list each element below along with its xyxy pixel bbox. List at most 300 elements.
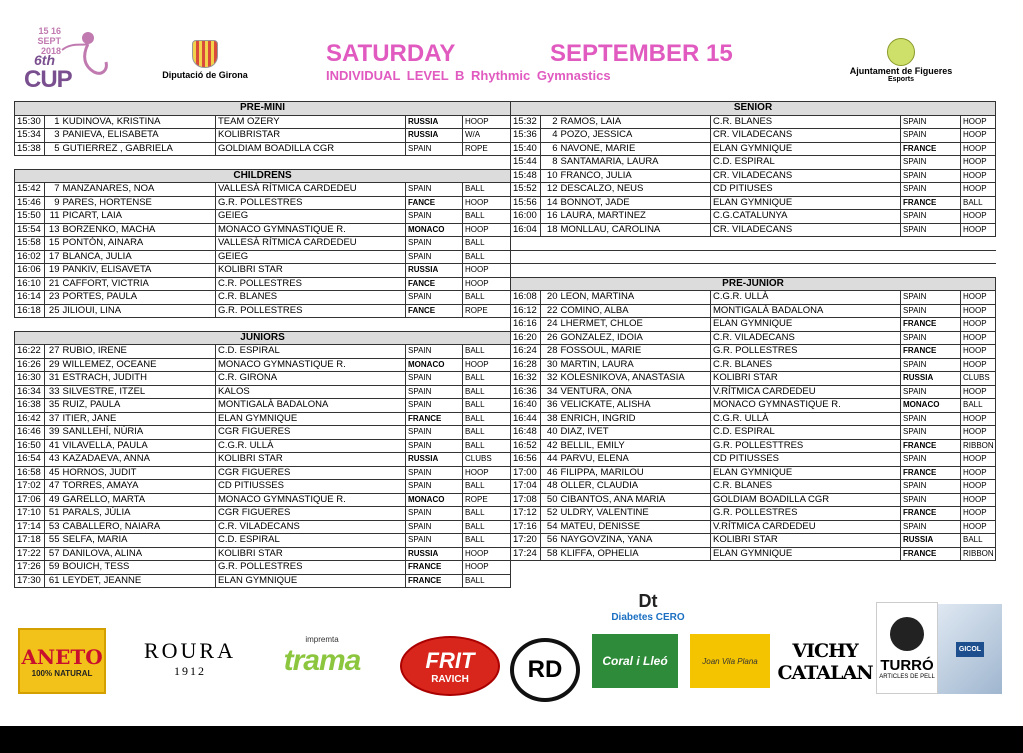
start-time: 16:20 xyxy=(511,331,541,345)
schedule-row xyxy=(15,129,511,143)
apparatus: ROPE xyxy=(463,142,511,156)
section-title: PRE-MINI xyxy=(15,102,511,116)
schedule-row xyxy=(511,129,996,143)
apparatus: HOOP xyxy=(961,385,996,399)
schedule-row xyxy=(15,115,511,129)
gymnast-name: FOSSOUL, MARIE xyxy=(559,345,711,359)
gymnast-name: SANLLEHÍ, NÚRIA xyxy=(61,426,216,440)
apparatus: BALL xyxy=(463,480,511,494)
gymnast-name: RUIZ, PAULA xyxy=(61,399,216,413)
start-time: 17:16 xyxy=(511,520,541,534)
start-time: 17:12 xyxy=(511,507,541,521)
club-name: GEIEG xyxy=(216,210,406,224)
start-time: 16:30 xyxy=(15,372,45,386)
gymnast-number: 11 xyxy=(45,210,61,224)
country: SPAIN xyxy=(901,304,961,318)
gymnast-name: TORRES, AMAYA xyxy=(61,480,216,494)
club-name: C.G.CATALUNYA xyxy=(711,210,901,224)
club-name: VALLESÀ RÍTMICA CARDEDEU xyxy=(216,183,406,197)
cup-logo-word: CUP xyxy=(24,66,72,93)
gymnast-name: SILVESTRE, ITZEL xyxy=(61,385,216,399)
country: SPAIN xyxy=(406,372,463,386)
club-name: V.RÍTMICA CARDEDEU xyxy=(711,520,901,534)
gymnast-name: NAVONE, MARIE xyxy=(559,142,711,156)
gymnast-name: LEON, MARTINA xyxy=(559,291,711,305)
country: FRANCE xyxy=(406,574,463,588)
gymnast-number: 24 xyxy=(541,318,559,332)
country: FRANCE xyxy=(901,547,961,561)
club-name: C.G.R. ULLÀ xyxy=(711,412,901,426)
schedule-row xyxy=(511,493,996,507)
gymnast-number: 23 xyxy=(45,291,61,305)
gymnast-name: ULDRY, VALENTINE xyxy=(559,507,711,521)
spacer-cell xyxy=(511,237,996,251)
schedule-row xyxy=(511,547,996,561)
start-time: 16:56 xyxy=(511,453,541,467)
apparatus: BALL xyxy=(961,196,996,210)
country: SPAIN xyxy=(901,412,961,426)
gymnast-number: 51 xyxy=(45,507,61,521)
gymnast-number: 35 xyxy=(45,399,61,413)
gymnast-number: 30 xyxy=(541,358,559,372)
club-name: KOLIBRISTAR xyxy=(216,129,406,143)
gicol-name: GICOL xyxy=(956,642,984,657)
start-time: 16:06 xyxy=(15,264,45,278)
apparatus: HOOP xyxy=(463,547,511,561)
start-time: 16:24 xyxy=(511,345,541,359)
schedule-row xyxy=(15,412,511,426)
apparatus: BALL xyxy=(463,439,511,453)
schedule-row xyxy=(15,561,511,575)
joan-vila-plana-logo: Joan Vila Plana xyxy=(690,634,770,688)
apparatus: HOOP xyxy=(961,142,996,156)
country: FRANCE xyxy=(406,412,463,426)
schedule-row xyxy=(15,345,511,359)
country: MONACO xyxy=(406,493,463,507)
section-header-row xyxy=(15,331,511,345)
gymnast-number: 27 xyxy=(45,345,61,359)
figueres-crest-icon xyxy=(887,38,915,66)
country: FRANCE xyxy=(901,196,961,210)
country: SPAIN xyxy=(901,115,961,129)
country: SPAIN xyxy=(406,439,463,453)
schedule-row xyxy=(511,399,996,413)
country: FRANCE xyxy=(901,466,961,480)
start-time: 17:30 xyxy=(15,574,45,588)
start-time: 17:08 xyxy=(511,493,541,507)
club-name: C.D. ESPIRAL xyxy=(216,534,406,548)
apparatus: HOOP xyxy=(961,291,996,305)
club-name: MONTIGALÀ BADALONA xyxy=(711,304,901,318)
apparatus: BALL xyxy=(463,412,511,426)
gymnast-number: 53 xyxy=(45,520,61,534)
start-time: 16:32 xyxy=(511,372,541,386)
gymnast-name: RUBIO, IRENE xyxy=(61,345,216,359)
country: SPAIN xyxy=(901,169,961,183)
country: RUSSIA xyxy=(901,372,961,386)
country: SPAIN xyxy=(901,223,961,237)
apparatus: BALL xyxy=(463,291,511,305)
schedule-row xyxy=(511,223,996,237)
gymnast-number: 2 xyxy=(541,115,559,129)
start-time: 15:38 xyxy=(15,142,45,156)
club-name: GOLDIAM BOADILLA CGR xyxy=(711,493,901,507)
cup-logo-dates: 15 16 SEPT 2018 xyxy=(37,26,61,56)
turro-logo xyxy=(876,602,938,694)
club-name: MONACO GYMNASTIQUE R. xyxy=(216,223,406,237)
schedule-row xyxy=(511,196,996,210)
apparatus: BALL xyxy=(463,345,511,359)
start-time: 16:04 xyxy=(511,223,541,237)
country: FANCE xyxy=(406,277,463,291)
club-name: CD PITIUSES xyxy=(711,183,901,197)
apparatus: HOOP xyxy=(961,115,996,129)
country: FRANCE xyxy=(406,561,463,575)
schedule-row xyxy=(511,169,996,183)
country: SPAIN xyxy=(901,210,961,224)
club-name: KOLIBRI STAR xyxy=(216,453,406,467)
apparatus: HOOP xyxy=(961,223,996,237)
schedule-row xyxy=(511,304,996,318)
country: SPAIN xyxy=(901,291,961,305)
schedule-row xyxy=(511,412,996,426)
schedule-row xyxy=(511,115,996,129)
club-name: C.R. VILADECANS xyxy=(711,331,901,345)
start-time: 16:54 xyxy=(15,453,45,467)
schedule-row xyxy=(511,210,996,224)
dto-name: Dt xyxy=(638,591,658,611)
club-name: VALLESÀ RÍTMICA CARDEDEU xyxy=(216,237,406,251)
trama-name: trama xyxy=(283,643,361,677)
club-name: MONACO GYMNASTIQUE R. xyxy=(711,399,901,413)
club-name: G.R. POLLESTRES xyxy=(216,196,406,210)
gymnast-name: VILAVELLA, PAULA xyxy=(61,439,216,453)
country: SPAIN xyxy=(901,129,961,143)
schedule-row xyxy=(15,520,511,534)
schedule-row xyxy=(15,237,511,251)
gymnast-name: BELLIL, EMILY xyxy=(559,439,711,453)
club-name: C.R. GIRONA xyxy=(216,372,406,386)
start-time: 16:18 xyxy=(15,304,45,318)
schedule-row xyxy=(15,291,511,305)
gymnast-name: GONZALEZ, IDOIA xyxy=(559,331,711,345)
start-time: 16:28 xyxy=(511,358,541,372)
gymnast-name: LAURA, MARTINEZ xyxy=(559,210,711,224)
club-name: MONACO GYMNASTIQUE R. xyxy=(216,358,406,372)
club-name: KOLIBRI STAR xyxy=(216,264,406,278)
gymnast-number: 36 xyxy=(541,399,559,413)
gymnast-number: 22 xyxy=(541,304,559,318)
gymnast-number: 19 xyxy=(45,264,61,278)
figueres-sublabel: Esports xyxy=(887,76,915,83)
club-name: ELAN GYMNIQUE xyxy=(216,574,406,588)
start-time: 16:02 xyxy=(15,250,45,264)
gymnast-name: KAZADAEVA, ANNA xyxy=(61,453,216,467)
club-name: V.RÍTMICA CARDEDEU xyxy=(711,385,901,399)
country: MONACO xyxy=(901,399,961,413)
gymnast-number: 33 xyxy=(45,385,61,399)
club-name: CD PITIUSSES xyxy=(216,480,406,494)
apparatus: HOOP xyxy=(961,453,996,467)
start-time: 16:10 xyxy=(15,277,45,291)
turro-name: TURRÓ xyxy=(880,656,934,674)
club-name: MONTIGALÀ BADALONA xyxy=(216,399,406,413)
cup-logo xyxy=(22,22,114,102)
gymnast-number: 12 xyxy=(541,183,559,197)
gymnast-number: 55 xyxy=(45,534,61,548)
country: FRANCE xyxy=(901,142,961,156)
schedule-row xyxy=(15,304,511,318)
club-name: C.R. POLLESTRES xyxy=(216,277,406,291)
trama-logo xyxy=(262,630,382,682)
schedule-row xyxy=(15,277,511,291)
club-name: C.R. BLANES xyxy=(711,115,901,129)
coral-lleo-logo: Coral i Lleó xyxy=(592,634,678,688)
club-name: C.G.R. ULLÀ xyxy=(216,439,406,453)
gymnast-name: GUTIERREZ , GABRIELA xyxy=(61,142,216,156)
vichy-line2: CATALAN xyxy=(777,662,873,684)
apparatus: HOOP xyxy=(961,304,996,318)
country: SPAIN xyxy=(406,466,463,480)
gymnast-number: 49 xyxy=(45,493,61,507)
country: FRANCE xyxy=(901,345,961,359)
country: SPAIN xyxy=(901,480,961,494)
country: SPAIN xyxy=(901,385,961,399)
apparatus: CLUBS xyxy=(463,453,511,467)
club-name: C.R. BLANES xyxy=(216,291,406,305)
club-name: KOLIBRI STAR xyxy=(216,547,406,561)
schedule-row xyxy=(511,507,996,521)
apparatus: HOOP xyxy=(961,426,996,440)
gymnast-number: 56 xyxy=(541,534,559,548)
aneto-logo xyxy=(18,628,106,694)
start-time: 15:50 xyxy=(15,210,45,224)
apparatus: HOOP xyxy=(961,129,996,143)
apparatus: HOOP xyxy=(961,183,996,197)
gymnast-name: ITIER, JANE xyxy=(61,412,216,426)
apparatus: BALL xyxy=(961,534,996,548)
start-time: 17:22 xyxy=(15,547,45,561)
country: SPAIN xyxy=(406,520,463,534)
country: RUSSIA xyxy=(406,453,463,467)
club-name: G.R. POLLESTRES xyxy=(711,507,901,521)
gymnast-name: RAMOS, LAIA xyxy=(559,115,711,129)
gymnast-name: JILIOUI, LINA xyxy=(61,304,216,318)
country: SPAIN xyxy=(406,210,463,224)
club-name: CR. VILADECANS xyxy=(711,169,901,183)
schedule-row xyxy=(15,264,511,278)
gymnast-name: CAFFORT, VICTRIA xyxy=(61,277,216,291)
spacer-cell xyxy=(511,264,996,278)
gymnast-number: 38 xyxy=(541,412,559,426)
start-time: 17:00 xyxy=(511,466,541,480)
gymnast-number: 41 xyxy=(45,439,61,453)
aneto-tagline: 100% NATURAL xyxy=(31,668,93,678)
spacer-row xyxy=(15,156,511,170)
country: SPAIN xyxy=(406,142,463,156)
schedule-row xyxy=(15,223,511,237)
start-time: 16:50 xyxy=(15,439,45,453)
gymnast-name: CIBANTOS, ANA MARIA xyxy=(559,493,711,507)
schedule-row xyxy=(511,331,996,345)
gymnast-number: 37 xyxy=(45,412,61,426)
gymnast-name: CABALLERO, NAIARA xyxy=(61,520,216,534)
bottom-black-bar xyxy=(0,726,1023,753)
spacer-row xyxy=(511,250,996,264)
club-name: CGR FIGUERES xyxy=(216,507,406,521)
schedule-row xyxy=(511,156,996,170)
gymnast-number: 31 xyxy=(45,372,61,386)
country: RUSSIA xyxy=(901,534,961,548)
club-name: ELAN GYMNIQUE xyxy=(216,412,406,426)
apparatus: HOOP xyxy=(961,466,996,480)
apparatus: BALL xyxy=(463,210,511,224)
schedule-row xyxy=(15,358,511,372)
country: SPAIN xyxy=(901,426,961,440)
schedule-row xyxy=(511,520,996,534)
start-time: 16:44 xyxy=(511,412,541,426)
ajuntament-figueres-logo xyxy=(836,38,966,88)
club-name: ELAN GYMNIQUE xyxy=(711,466,901,480)
gymnast-number: 34 xyxy=(541,385,559,399)
apparatus: HOOP xyxy=(463,277,511,291)
gymnast-name: BONNOT, JADE xyxy=(559,196,711,210)
country: SPAIN xyxy=(406,480,463,494)
start-time: 16:34 xyxy=(15,385,45,399)
club-name: C.G.R. ULLÀ xyxy=(711,291,901,305)
gymnast-name: OLLER, CLAUDIA xyxy=(559,480,711,494)
apparatus: BALL xyxy=(463,399,511,413)
gymnast-number: 61 xyxy=(45,574,61,588)
start-time: 15:36 xyxy=(511,129,541,143)
gymnast-name: KUDINOVA, KRISTINA xyxy=(61,115,216,129)
apparatus: CLUBS xyxy=(961,372,996,386)
start-time: 16:42 xyxy=(15,412,45,426)
gymnast-name: DANILOVA, ALINA xyxy=(61,547,216,561)
start-time: 16:48 xyxy=(511,426,541,440)
gymnast-number: 39 xyxy=(45,426,61,440)
title-day: SATURDAY xyxy=(326,40,456,67)
cup-logo-edition: 6th xyxy=(34,52,55,68)
gymnast-name: DIAZ, IVET xyxy=(559,426,711,440)
section-header-row xyxy=(15,102,511,116)
gymnast-number: 44 xyxy=(541,453,559,467)
country: SPAIN xyxy=(406,426,463,440)
schedule-table-left xyxy=(14,101,511,588)
spacer-row xyxy=(15,318,511,332)
gymnast-number: 1 xyxy=(45,115,61,129)
schedule-row xyxy=(511,439,996,453)
start-time: 17:02 xyxy=(15,480,45,494)
section-title: CHILDRENS xyxy=(15,169,511,183)
section-title: SENIOR xyxy=(511,102,996,116)
gymnast-number: 58 xyxy=(541,547,559,561)
start-time: 16:36 xyxy=(511,385,541,399)
apparatus: HOOP xyxy=(463,196,511,210)
schedule-row xyxy=(15,183,511,197)
gymnast-number: 40 xyxy=(541,426,559,440)
aneto-name: ANETO xyxy=(21,644,103,669)
girona-crest-icon xyxy=(192,40,218,68)
apparatus: HOOP xyxy=(463,223,511,237)
country: SPAIN xyxy=(901,331,961,345)
title-date: SEPTEMBER 15 xyxy=(550,40,733,67)
roura-name: ROURA xyxy=(143,637,236,663)
apparatus: ROPE xyxy=(463,304,511,318)
start-time: 16:00 xyxy=(511,210,541,224)
club-name: CGR FIGUERES xyxy=(216,426,406,440)
gymnast-number: 57 xyxy=(45,547,61,561)
spacer-row xyxy=(511,264,996,278)
start-time: 15:34 xyxy=(15,129,45,143)
country: SPAIN xyxy=(406,399,463,413)
apparatus: HOOP xyxy=(961,507,996,521)
start-time: 17:10 xyxy=(15,507,45,521)
schedule-row xyxy=(15,547,511,561)
start-time: 17:24 xyxy=(511,547,541,561)
gymnast-number: 17 xyxy=(45,250,61,264)
dto-sub: Diabetes CERO xyxy=(611,612,685,623)
gymnast-number: 9 xyxy=(45,196,61,210)
start-time: 17:06 xyxy=(15,493,45,507)
apparatus: HOOP xyxy=(961,412,996,426)
schedule-row xyxy=(15,480,511,494)
spacer-cell xyxy=(511,250,996,264)
diabetes-cero-logo xyxy=(596,590,700,624)
gymnast-number: 32 xyxy=(541,372,559,386)
gymnast-number: 10 xyxy=(541,169,559,183)
country: RUSSIA xyxy=(406,547,463,561)
gymnast-name: PANKIV, ELISAVETA xyxy=(61,264,216,278)
gymnast-name: NAYGOVZINA, YANA xyxy=(559,534,711,548)
gymnast-number: 20 xyxy=(541,291,559,305)
schedule-row xyxy=(15,507,511,521)
start-time: 15:40 xyxy=(511,142,541,156)
roura-year: 1912 xyxy=(174,663,206,678)
start-time: 15:46 xyxy=(15,196,45,210)
start-time: 16:12 xyxy=(511,304,541,318)
gymnast-name: PONTÓN, AINARA xyxy=(61,237,216,251)
schedule-row xyxy=(511,372,996,386)
apparatus: HOOP xyxy=(463,115,511,129)
gymnast-name: ESTRACH, JUDITH xyxy=(61,372,216,386)
section-header-row xyxy=(511,277,996,291)
club-name: GOLDIAM BOADILLA CGR xyxy=(216,142,406,156)
club-name: CD PITIUSSES xyxy=(711,453,901,467)
diputacio-girona-label: Diputació de Girona xyxy=(162,70,248,80)
club-name: C.D. ESPIRAL xyxy=(711,426,901,440)
frit-name: FRIT xyxy=(425,647,475,673)
schedule-row xyxy=(15,142,511,156)
club-name: KOLIBRI STAR xyxy=(711,534,901,548)
gymnast-name: KOLESNIKOVA, ANASTASIA xyxy=(559,372,711,386)
gymnast-name: FILIPPA, MARILOU xyxy=(559,466,711,480)
apparatus: BALL xyxy=(463,534,511,548)
club-name: MONACO GYMNASTIQUE R. xyxy=(216,493,406,507)
country: FRANCE xyxy=(901,439,961,453)
gymnast-number: 25 xyxy=(45,304,61,318)
country: RUSSIA xyxy=(406,129,463,143)
gymnast-number: 18 xyxy=(541,223,559,237)
club-name: TEAM OZERY xyxy=(216,115,406,129)
gymnast-name: BLANCA, JULIA xyxy=(61,250,216,264)
club-name: ELAN GYMNIQUE xyxy=(711,142,901,156)
club-name: ELAN GYMNIQUE xyxy=(711,196,901,210)
country: SPAIN xyxy=(406,291,463,305)
gymnast-name: HORNOS, JUDIT xyxy=(61,466,216,480)
start-time: 17:14 xyxy=(15,520,45,534)
gymnast-number: 15 xyxy=(45,237,61,251)
